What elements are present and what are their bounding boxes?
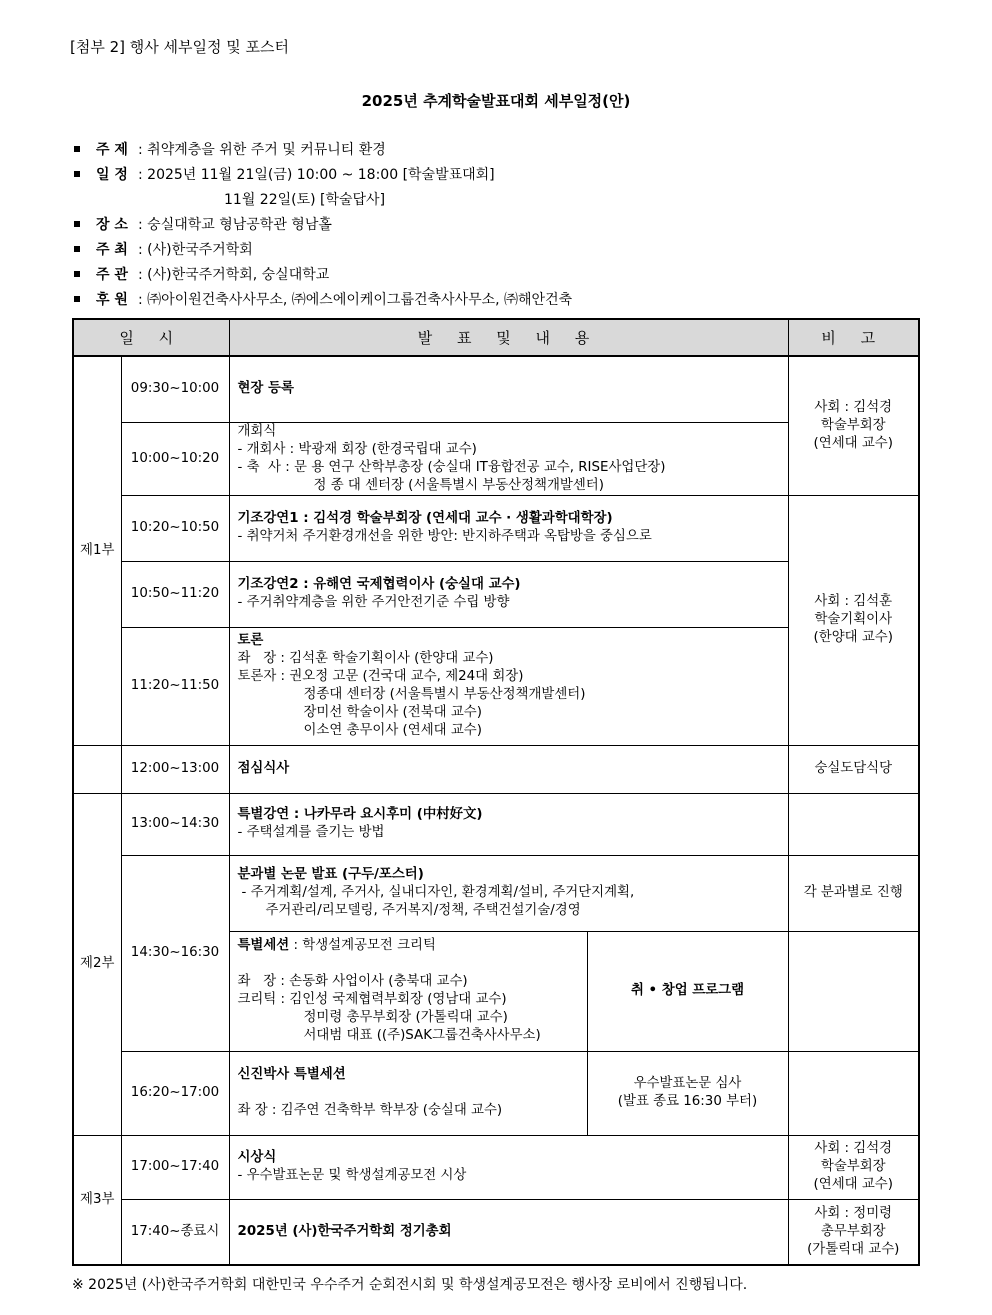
session-content: 분과별 논문 발표 (구두/포스터) - 주거계획/설계, 주거사, 실내디자인, 환경계획/설비, 주거단지계획, 주거관리/리모델링, 주거복지/정책, 주택건설기술/경영 [229,855,788,931]
event-info [70,138,572,313]
bullet-icon [74,246,80,252]
part-label: 제1부 [73,356,121,745]
table-row [73,495,919,561]
session-title: 2025년 (사)한국주거학회 정기총회 [229,1199,788,1265]
session-title: 현장 등록 [229,356,788,422]
note-cell: 각 분과별로 진행 [788,855,919,931]
session-content: 토론 좌 장 : 김석훈 학술기획이사 (한양대 교수) 토론자 : 권오정 고문 (건국대 교수, 제24대 회장) 정종대 센터장 (서울특별시 부동산정책개발센터) 장미선 학술이사 (전북대 교수) 이소연 총무이사 (연세대 교수) [229,627,788,745]
table-row [73,745,919,793]
document-title: 2025년 추계학술발표대회 세부일정(안) [361,92,631,110]
part-label-empty [73,745,121,793]
header-note: 비 고 [788,319,919,356]
note-cell [788,793,919,855]
time-cell: 17:00~17:40 [121,1135,229,1199]
note-cell [788,931,919,1051]
info-theme: 주 제 : 취약계층을 위한 주거 및 커뮤니티 환경 [70,138,572,163]
note-cell: 숭실도담식당 [788,745,919,793]
bullet-icon [74,146,80,152]
bullet-icon [74,221,80,227]
attachment-label: [첨부 2] 행사 세부일정 및 포스터 [70,38,289,56]
time-cell: 10:50~11:20 [121,561,229,627]
info-schedule: 일 정 : 2025년 11월 21일(금) 10:00 ~ 18:00 [학술발표대회] [70,163,572,188]
table-row [73,1135,919,1199]
schedule-table [72,318,920,1266]
time-cell: 13:00~14:30 [121,793,229,855]
time-cell: 10:00~10:20 [121,422,229,495]
program-cell: 취 • 창업 프로그램 [587,931,788,1051]
note-cell: 사회 : 김석훈 학술기획이사 (한양대 교수) [788,495,919,745]
session-content: 개회식 - 개회사 : 박광재 회장 (한경국립대 교수) - 축 사 : 문 용 연구 산학부총장 (숭실대 IT융합전공 교수, RISE사업단장) 정 종 대 센터장 (서울특별시 부동산정책개발센터) [229,422,788,495]
note-cell [788,1051,919,1135]
note-cell: 사회 : 김석경 학술부회장 (연세대 교수) [788,1135,919,1199]
part-label: 제3부 [73,1135,121,1265]
time-cell: 14:30~16:30 [121,855,229,1051]
session-content: 특별세션 : 학생설계공모전 크리틱 좌 장 : 손동화 사업이사 (충북대 교수) 크리틱 : 김인성 국제협력부회장 (영남대 교수) 정미령 총무부회장 (가톨릭대 교수) 서대범 대표 ((주)SAK그룹건축사사무소) [229,931,587,1051]
table-row [73,356,919,422]
header-content: 발 표 및 내 용 [229,319,788,356]
time-cell: 10:20~10:50 [121,495,229,561]
table-row [73,855,919,931]
time-cell: 17:40~종료시 [121,1199,229,1265]
session-content: 기조강연1 : 김석경 학술부회장 (연세대 교수 · 생활과학대학장) - 취약거처 주거환경개선을 위한 방안: 반지하주택과 옥탑방을 중심으로 [229,495,788,561]
table-row [73,1051,919,1135]
bullet-icon [74,171,80,177]
note-cell: 사회 : 정미령 총무부회장 (가톨릭대 교수) [788,1199,919,1265]
table-header-row [73,319,919,356]
session-content: 신진박사 특별세션 좌 장 : 김주연 건축학부 학부장 (숭실대 교수) [229,1051,587,1135]
session-content: 특별강연 : 나카무라 요시후미 (中村好文) - 주택설계를 즐기는 방법 [229,793,788,855]
info-schedule-2: 11월 22일(토) [학술답사] [224,192,386,208]
time-cell: 09:30~10:00 [121,356,229,422]
time-cell: 11:20~11:50 [121,627,229,745]
bullet-icon [74,296,80,302]
header-date: 일 시 [73,319,229,356]
info-venue: 장 소 : 숭실대학교 형남공학관 형남홀 [70,213,572,238]
session-content: 기조강연2 : 유해연 국제협력이사 (숭실대 교수) - 주거취약계층을 위한 주거안전기준 수립 방향 [229,561,788,627]
info-organizer: 주 관 : (사)한국주거학회, 숭실대학교 [70,263,572,288]
info-sponsor: 후 원 : ㈜아이원건축사사무소, ㈜에스에이케이그룹건축사사무소, ㈜해안건축 [70,288,572,313]
bullet-icon [74,271,80,277]
table-row [73,1199,919,1265]
note-cell: 사회 : 김석경 학술부회장 (연세대 교수) [788,356,919,495]
session-title: 점심식사 [229,745,788,793]
review-cell: 우수발표논문 심사 (발표 종료 16:30 부터) [587,1051,788,1135]
time-cell: 16:20~17:00 [121,1051,229,1135]
session-content: 시상식 - 우수발표논문 및 학생설계공모전 시상 [229,1135,788,1199]
footer-note: ※ 2025년 (사)한국주거학회 대한민국 우수주거 순회전시회 및 학생설계공모전은 행사장 로비에서 진행됩니다. [72,1277,748,1293]
time-cell: 12:00~13:00 [121,745,229,793]
info-host: 주 최 : (사)한국주거학회 [70,238,572,263]
table-row [73,793,919,855]
part-label: 제2부 [73,793,121,1135]
